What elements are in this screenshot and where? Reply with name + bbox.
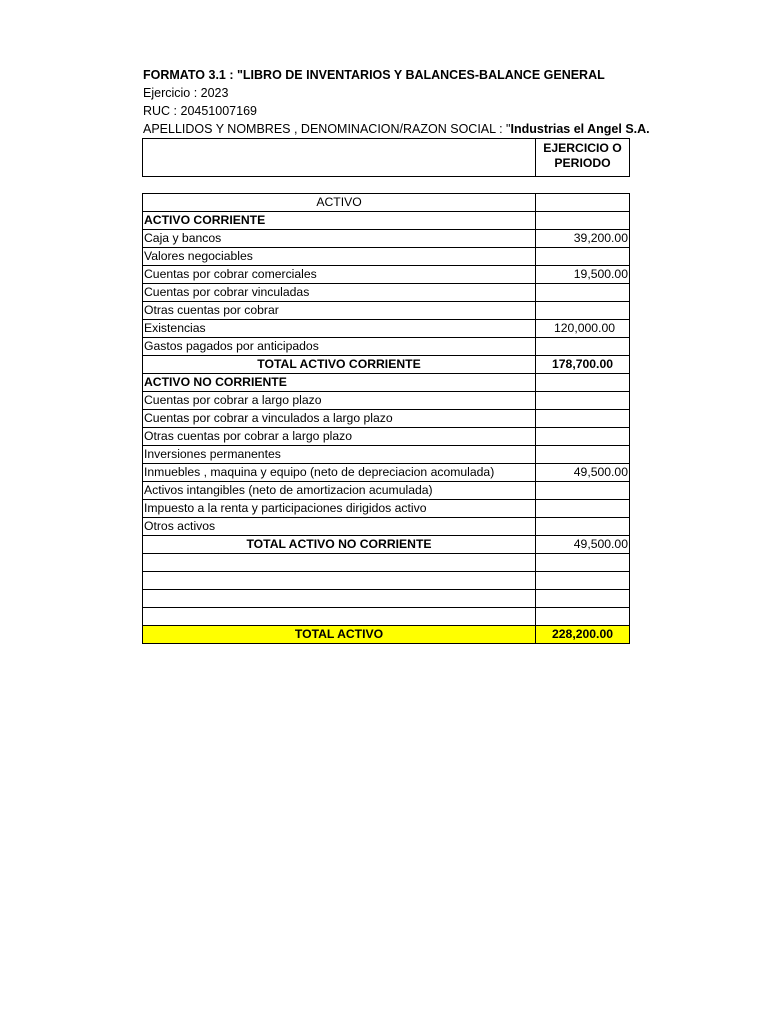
company-label: APELLIDOS Y NOMBRES , DENOMINACION/RAZON SOCIAL : "	[143, 122, 511, 136]
row-amount	[536, 248, 630, 266]
header-blank-cell	[143, 139, 536, 177]
table-row	[143, 500, 630, 518]
section-title: ACTIVO	[143, 194, 536, 212]
company-name: Industrias el Angel S.A.	[510, 122, 650, 136]
row-amount: 39,200.00	[536, 230, 630, 248]
table-row	[143, 410, 630, 428]
row-amount	[536, 410, 630, 428]
table-row	[143, 392, 630, 410]
grand-total-row	[143, 626, 630, 644]
row-amount: 120,000.00	[536, 320, 630, 338]
activo-corriente-heading: ACTIVO CORRIENTE	[143, 212, 536, 230]
row-label: Valores negociables	[143, 248, 536, 266]
row-amount: 19,500.00	[536, 266, 630, 284]
column-header-table	[142, 138, 630, 177]
company-line	[143, 120, 650, 138]
row-label: Existencias	[143, 320, 536, 338]
table-row	[143, 266, 630, 284]
table-row	[143, 482, 630, 500]
table-row	[143, 230, 630, 248]
table-row	[143, 302, 630, 320]
row-label: Otras cuentas por cobrar a largo plazo	[143, 428, 536, 446]
row-label: Impuesto a la renta y participaciones dirigidos activo	[143, 500, 536, 518]
row-label: Cuentas por cobrar vinculadas	[143, 284, 536, 302]
row-label: Activos intangibles (neto de amortizacion acumulada)	[143, 482, 536, 500]
ruc-number: RUC : 20451007169	[143, 104, 257, 118]
row-amount	[536, 518, 630, 536]
total-activo-amount: 228,200.00	[536, 626, 630, 644]
row-label: Inversiones permanentes	[143, 446, 536, 464]
total-row	[143, 536, 630, 554]
period-header-line2: PERIODO	[554, 156, 611, 170]
subsection-row	[143, 212, 630, 230]
total-activo-no-corriente-amount: 49,500.00	[536, 536, 630, 554]
row-amount	[536, 302, 630, 320]
total-activo-corriente-label: TOTAL ACTIVO CORRIENTE	[143, 356, 536, 374]
row-amount	[536, 500, 630, 518]
table-row	[143, 518, 630, 536]
row-label: Cuentas por cobrar a vinculados a largo plazo	[143, 410, 536, 428]
balance-table	[142, 193, 630, 644]
table-row	[143, 338, 630, 356]
subsection-row	[143, 374, 630, 392]
fiscal-year: Ejercicio : 2023	[143, 86, 229, 100]
row-label: Otras cuentas por cobrar	[143, 302, 536, 320]
total-activo-label: TOTAL ACTIVO	[143, 626, 536, 644]
empty-row	[143, 554, 630, 572]
row-amount	[536, 482, 630, 500]
document-title: FORMATO 3.1 : "LIBRO DE INVENTARIOS Y BALANCES-BALANCE GENERAL	[143, 68, 605, 82]
row-label: Caja y bancos	[143, 230, 536, 248]
table-row	[143, 284, 630, 302]
row-amount	[536, 392, 630, 410]
total-activo-corriente-amount: 178,700.00	[536, 356, 630, 374]
row-label: Cuentas por cobrar comerciales	[143, 266, 536, 284]
row-amount	[536, 446, 630, 464]
empty-row	[143, 590, 630, 608]
table-row	[143, 428, 630, 446]
total-activo-no-corriente-label: TOTAL ACTIVO NO CORRIENTE	[143, 536, 536, 554]
period-column-header	[536, 139, 630, 177]
period-header-line1: EJERCICIO O	[543, 141, 622, 155]
row-amount	[536, 338, 630, 356]
row-label: Cuentas por cobrar a largo plazo	[143, 392, 536, 410]
row-amount	[536, 428, 630, 446]
table-row	[143, 248, 630, 266]
row-amount	[536, 284, 630, 302]
row-amount: 49,500.00	[536, 464, 630, 482]
empty-row	[143, 608, 630, 626]
section-row	[143, 194, 630, 212]
empty-row	[143, 572, 630, 590]
table-row	[143, 320, 630, 338]
table-row	[143, 464, 630, 482]
total-row	[143, 356, 630, 374]
row-label: Gastos pagados por anticipados	[143, 338, 536, 356]
activo-no-corriente-heading: ACTIVO NO CORRIENTE	[143, 374, 536, 392]
row-label: Inmuebles , maquina y equipo (neto de depreciacion acomulada)	[143, 464, 536, 482]
table-row	[143, 446, 630, 464]
row-label: Otros activos	[143, 518, 536, 536]
